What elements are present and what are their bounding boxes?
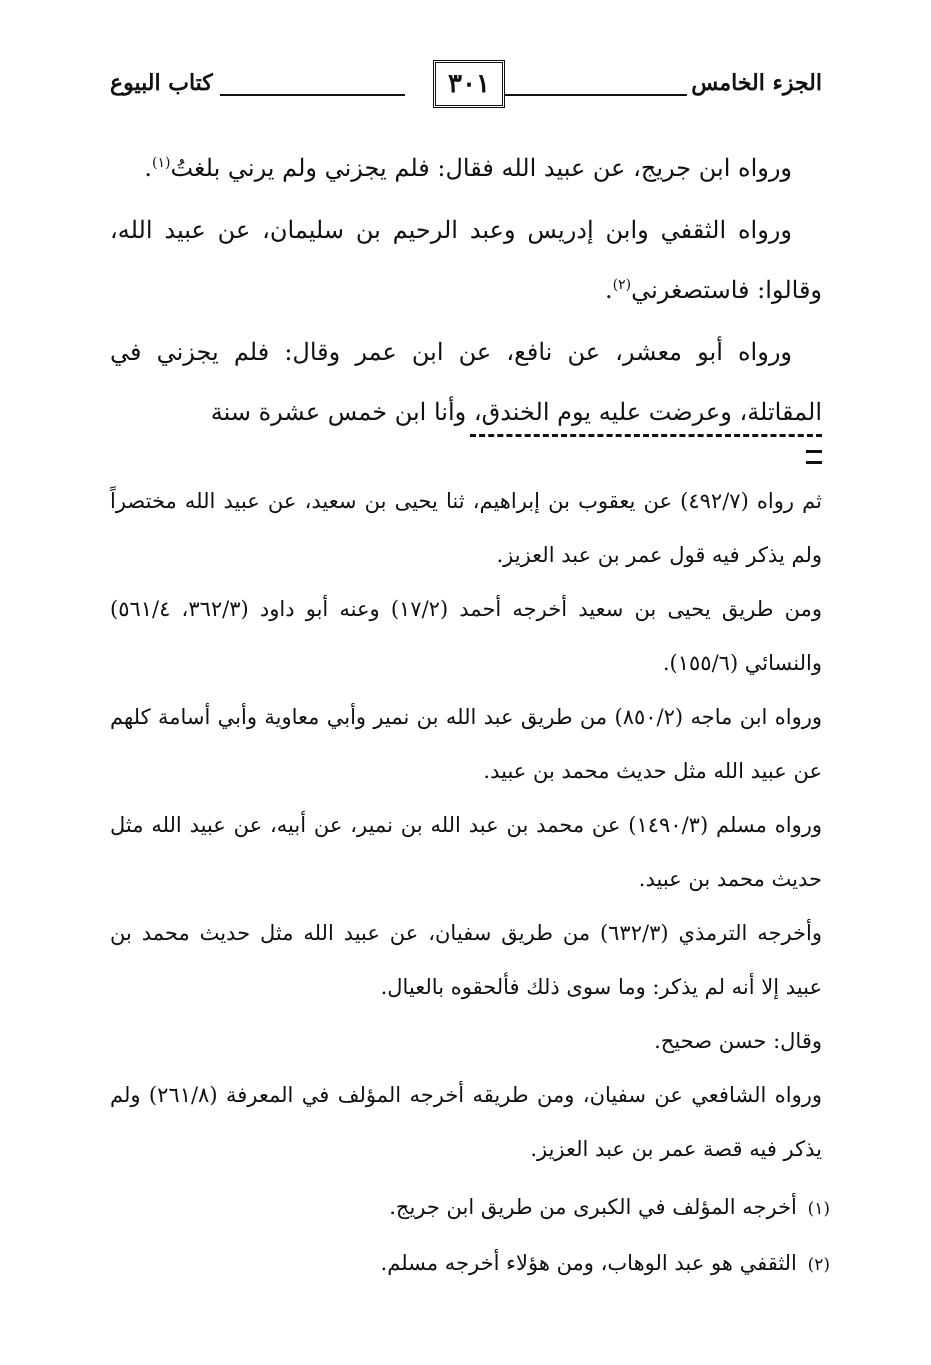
commentary-notes xyxy=(110,474,822,1176)
footnote-mark: (٢) xyxy=(807,1255,830,1275)
main-paragraph: ورواه الثقفي وابن إدريس وعبد الرحيم بن سليمان، عن عبيد الله، وقالوا: فاستصغرني$^{(٢)}$. xyxy=(110,216,822,304)
note-paragraph: ورواه الشافعي عن سفيان، ومن طريقه أخرجه المؤلف في المعرفة (٢٦١/٨) ولم يذكر فيه قصة عمر بن عبد العزيز. xyxy=(110,1083,823,1161)
book-title: كتاب البيوع xyxy=(110,70,213,96)
footnotes xyxy=(110,1180,830,1292)
continuation-mark xyxy=(806,450,822,464)
header-rule-right xyxy=(504,94,687,96)
note-paragraph: وأخرجه الترمذي (٦٣٢/٣) من طريق سفيان، عن عبيد الله مثل حديث محمد بن عبيد إلا أنه لم يذكر: وما سوى ذلك فألحقوه بالعيال. xyxy=(110,921,822,999)
dashed-rule xyxy=(470,434,822,437)
header-rule-left xyxy=(220,94,405,96)
footnote-item: (٢) الثقفي هو عبد الوهاب، ومن هؤلاء أخرجه مسلم. xyxy=(380,1251,830,1275)
note-paragraph: ومن طريق يحيى بن سعيد أخرجه أحمد (١٧/٢) وعنه أبو داود (٣٦٢/٣، ٥٦١/٤) والنسائي (١٥٥/٦). xyxy=(110,597,822,675)
note-paragraph: ورواه ابن ماجه (٨٥٠/٢) من طريق عبد الله بن نمير وأبي معاوية وأبي أسامة كلهم عن عبيد الله مثل حديث محمد بن عبيد. xyxy=(110,705,823,783)
main-paragraph: ورواه أبو معشر، عن نافع، عن ابن عمر وقال: فلم يجزني في المقاتلة، وعرضت عليه يوم الخندق، وأنا ابن خمس عشرة سنة xyxy=(110,338,822,426)
page-number: ٣٠١ xyxy=(433,60,505,108)
main-paragraph: ورواه ابن جريج، عن عبيد الله فقال: فلم يجزني ولم يرني بلغتُ$^{(١)}$. xyxy=(144,154,792,182)
page-header xyxy=(110,60,822,120)
footnote-item: (١) أخرجه المؤلف في الكبرى من طريق ابن جريج. xyxy=(389,1195,830,1219)
note-paragraph: ورواه مسلم (١٤٩٠/٣) عن محمد بن عبد الله بن نمير، عن أبيه، عن عبيد الله مثل حديث محمد بن عبيد. xyxy=(110,813,822,891)
note-paragraph: وقال: حسن صحيح. xyxy=(654,1029,822,1053)
volume-title: الجزء الخامس xyxy=(691,70,822,96)
notes-separator xyxy=(470,430,822,464)
main-text xyxy=(110,138,822,442)
footnote-mark: (١) xyxy=(807,1199,830,1219)
footnote-ref: (٢) xyxy=(612,277,632,293)
note-paragraph: ثم رواه (٤٩٢/٧) عن يعقوب بن إبراهيم، ثنا يحيى بن سعيد، عن عبيد الله مختصراً ولم يذكر فيه قول عمر بن عبد العزيز. xyxy=(110,489,823,567)
footnote-ref: (١) xyxy=(152,155,171,171)
